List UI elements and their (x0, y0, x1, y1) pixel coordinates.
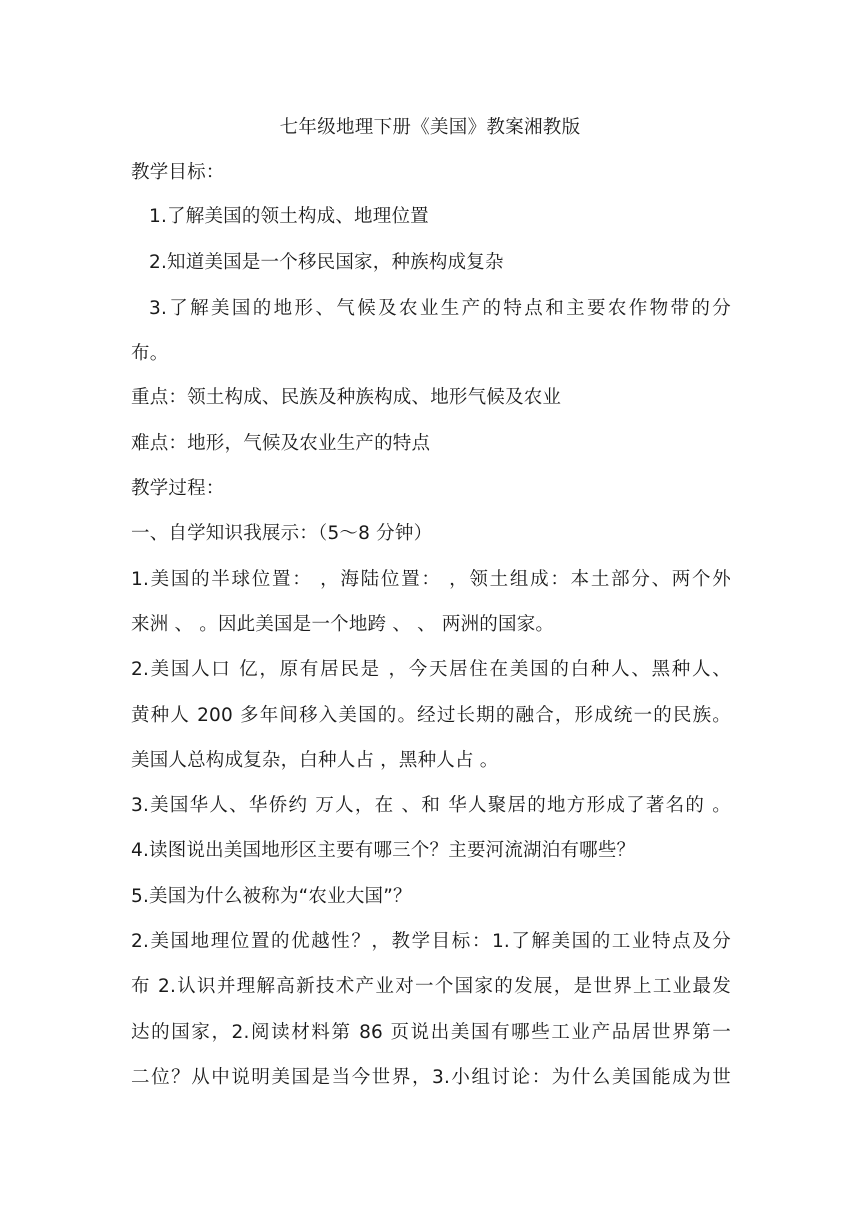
paragraph-line: 二位？从中说明美国是当今世界，3.小组讨论：为什么美国能成为世 (131, 1067, 731, 1088)
paragraph-line: 教学目标： (131, 162, 225, 183)
document-title: 七年级地理下册《美国》教案湘教版 (279, 117, 581, 138)
paragraph-line: 教学过程： (131, 478, 225, 499)
paragraph-line: 2.美国地理位置的优越性？，教学目标：1.了解美国的工业特点及分 (131, 931, 731, 952)
paragraph-line: 4.读图说出美国地形区主要有哪三个？主要河流湖泊有哪些？ (131, 840, 636, 861)
paragraph-line: 1.美国的半球位置： ，海陆位置： ，领土组成：本土部分、两个外 (131, 569, 731, 590)
paragraph-line: 来洲 、 。因此美国是一个地跨 、 、 两洲的国家。 (131, 614, 555, 635)
paragraph-line: 难点：地形，气候及农业生产的特点 (131, 433, 431, 454)
paragraph-line: 美国人总构成复杂，白种人占 ，黑种人占 。 (131, 750, 499, 771)
paragraph-line: 3.美国华人、华侨约 万人，在 、和 华人聚居的地方形成了著名的 。 (131, 795, 731, 816)
paragraph-line: 一、自学知识我展示：（5～8 分钟） (131, 523, 433, 544)
paragraph-line: 1.了解美国的领土构成、地理位置 (149, 206, 429, 227)
paragraph-line: 2.知道美国是一个移民国家，种族构成复杂 (149, 252, 504, 273)
paragraph-line: 布。 (131, 343, 169, 364)
paragraph-line: 布 2.认识并理解高新技术产业对一个国家的发展，是世界上工业最发 (131, 976, 731, 997)
paragraph-line: 2.美国人口 亿，原有居民是 ，今天居住在美国的白种人、黑种人、 (131, 659, 731, 680)
paragraph-line: 达的国家，2.阅读材料第 86 页说出美国有哪些工业产品居世界第一 (131, 1022, 731, 1043)
paragraph-line: 重点：领土构成、民族及种族构成、地形气候及农业 (131, 387, 562, 408)
paragraph-line: 5.美国为什么被称为“农业大国”？ (131, 886, 412, 907)
paragraph-line: 3.了解美国的地形、气候及农业生产的特点和主要农作物带的分 (149, 298, 731, 319)
paragraph-line: 黄种人 200 多年间移入美国的。经过长期的融合，形成统一的民族。 (131, 705, 731, 726)
